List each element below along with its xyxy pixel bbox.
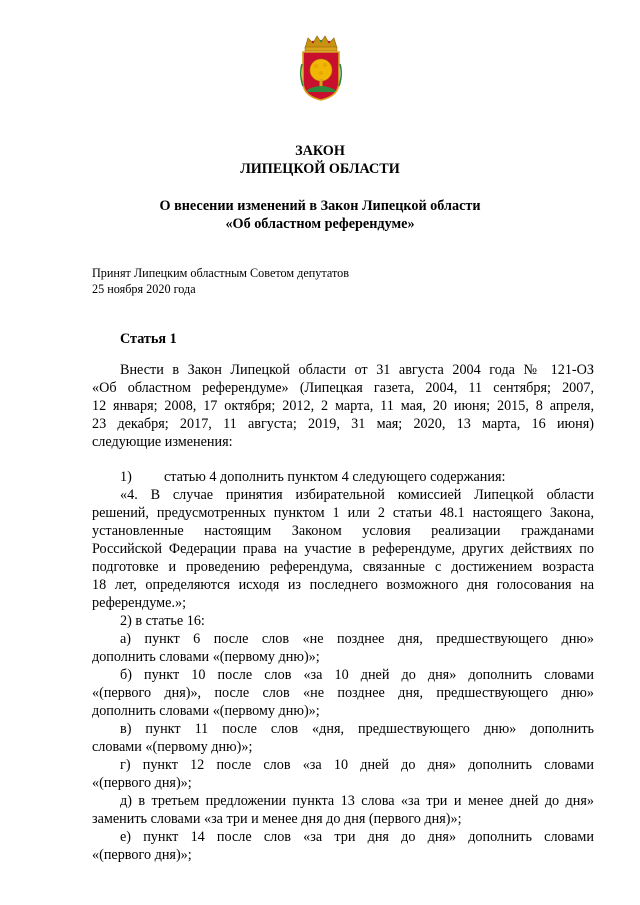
- text-line: 12 января; 2008, 17 октября; 2012, 2 марта, 11 мая, 20 июня; 2015, 8 апреля,: [92, 398, 594, 414]
- adoption-date: 25 ноября 2020 года: [92, 282, 196, 296]
- text-line: словами «(первому дню)»;: [92, 739, 253, 755]
- text-line: Внести в Закон Липецкой области от 31 августа 2004 года № 121-ОЗ: [120, 362, 594, 378]
- law-title-line1: ЗАКОН: [295, 143, 345, 159]
- text-line: установленные настоящим Законом условия реализации гражданами: [92, 523, 594, 539]
- text-line: «(первого дня)»;: [92, 775, 192, 791]
- item-text: статью 4 дополнить пунктом 4 следующего содержания:: [164, 469, 506, 485]
- article-heading: Статья 1: [120, 331, 177, 347]
- law-title-line2: ЛИПЕЦКОЙ ОБЛАСТИ: [240, 161, 400, 177]
- text-line: «4. В случае принятия избирательной комиссией Липецкой области: [120, 487, 594, 503]
- lipetsk-oblast-coat-of-arms-icon: [299, 34, 343, 102]
- text-line: Российской Федерации права на участие в референдуме, других действиях по: [92, 541, 594, 557]
- text-line: «(первого дня)»;: [92, 847, 192, 863]
- amendment-item-1: [92, 468, 594, 612]
- text-line: 23 декабря; 2017, 11 августа; 2019, 31 мая; 2020, 13 марта, 16 июня): [92, 416, 594, 432]
- law-subtitle: [0, 197, 640, 233]
- text-line: [92, 468, 594, 486]
- adoption-note: [92, 265, 592, 297]
- text-line: «Об областном референдуме» (Липецкая газета, 2004, 11 сентября; 2007,: [92, 380, 594, 396]
- law-subtitle-line1: О внесении изменений в Закон Липецкой области: [159, 198, 481, 214]
- adoption-note-line1: Принят Липецким областным Советом депутатов: [92, 266, 349, 280]
- text-line: 18 лет, определяются исходя из последнего возможного дня голосования на: [92, 577, 594, 593]
- intro-paragraph: [92, 361, 594, 451]
- text-line: в) пункт 11 после слов «дня, предшествующего дню» дополнить: [120, 721, 594, 737]
- text-line: дополнить словами «(первому дню)»;: [92, 703, 320, 719]
- text-line: а) пункт 6 после слов «не позднее дня, предшествующего дню»: [120, 631, 594, 647]
- text-line: референдуме.»;: [92, 595, 187, 611]
- text-line: е) пункт 14 после слов «за три дня до дня» дополнить словами: [120, 829, 594, 845]
- text-line: заменить словами «за три и менее дня до дня (первого дня)»;: [92, 811, 462, 827]
- text-line: следующие изменения:: [92, 434, 233, 450]
- text-line: решений, предусмотренных пунктом 1 или 2 статьи 48.1 настоящего Закона,: [92, 505, 594, 521]
- text-line: дополнить словами «(первому дню)»;: [92, 649, 320, 665]
- law-subtitle-line2: «Об областном референдуме»: [225, 216, 415, 232]
- amendment-item-2: [92, 612, 594, 864]
- law-title: [0, 142, 640, 178]
- item-number: 1): [120, 469, 132, 485]
- text-line: подготовке и проведению референдума, связанные с достижением возраста: [92, 559, 594, 575]
- text-line: д) в третьем предложении пункта 13 слова «за три и менее дней до дня»: [120, 793, 594, 809]
- text-line: г) пункт 12 после слов «за 10 дней до дня» дополнить словами: [120, 757, 594, 773]
- text-line: 2) в статье 16:: [120, 613, 205, 629]
- text-line: б) пункт 10 после слов «за 10 дней до дня» дополнить словами: [120, 667, 594, 683]
- text-line: «(первого дня)», после слов «не позднее дня, предшествующего дню»: [92, 685, 594, 701]
